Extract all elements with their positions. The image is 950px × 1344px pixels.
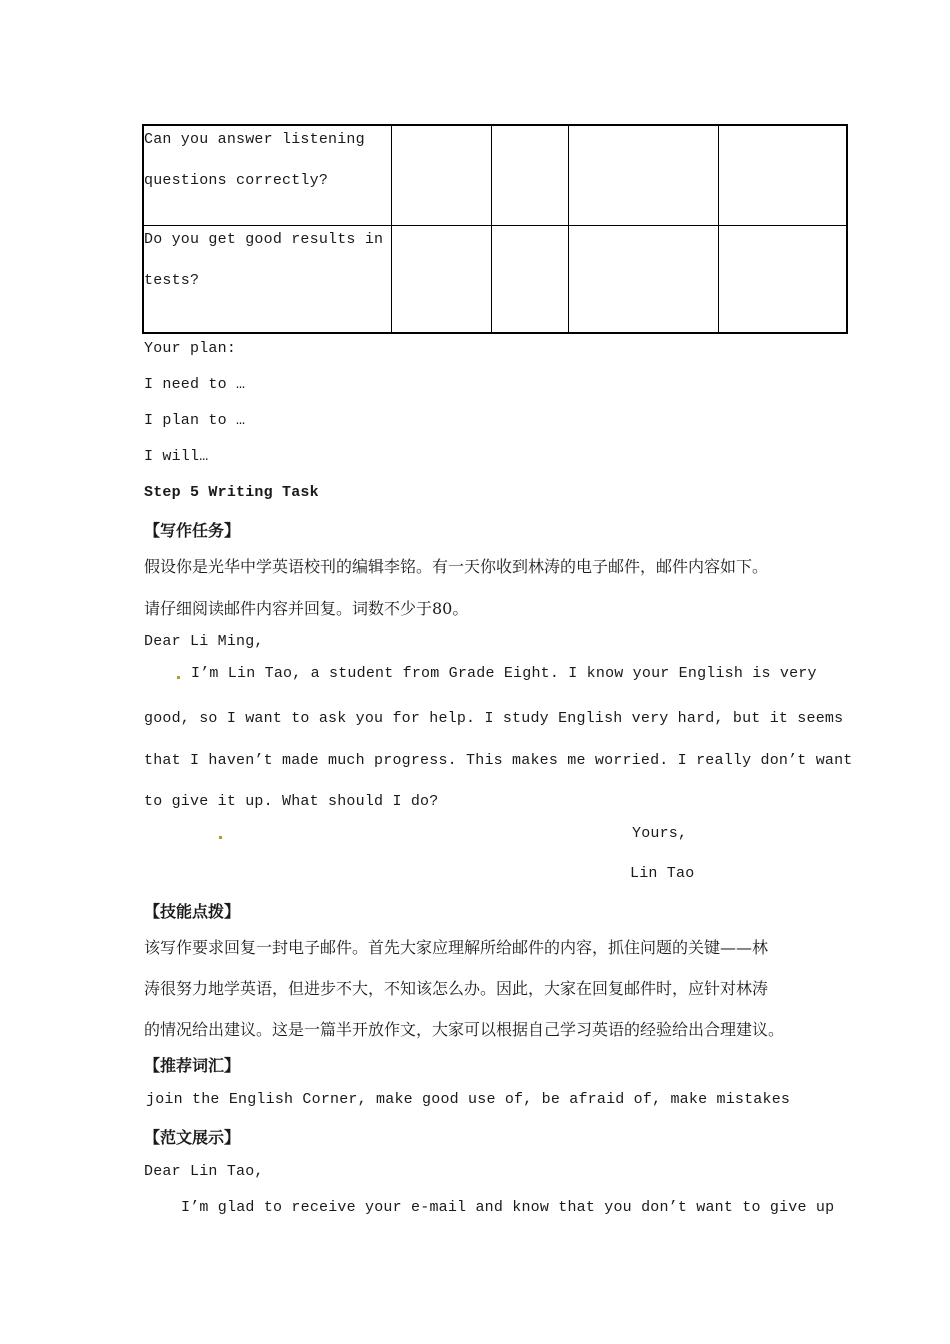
table-cell bbox=[718, 125, 847, 225]
vocab-text: join the English Corner, make good use of, be afraid of, make mistakes bbox=[146, 1091, 791, 1108]
table-cell bbox=[718, 225, 847, 333]
sample-line: I’m glad to receive your e-mail and know that you don’t want to give up bbox=[181, 1199, 835, 1216]
self-assessment-table bbox=[142, 124, 848, 334]
letter-greeting: Dear Li Ming, bbox=[144, 633, 264, 650]
table-row bbox=[143, 225, 847, 333]
table-cell bbox=[568, 225, 718, 333]
plan-line: I need to … bbox=[144, 376, 246, 393]
table-cell-question bbox=[143, 125, 391, 225]
letter-signature: Lin Tao bbox=[630, 865, 695, 882]
section-heading: 【技能点拨】 bbox=[144, 902, 241, 921]
task-line: 请仔细阅读邮件内容并回复。词数不少于80。 bbox=[144, 599, 469, 618]
plan-line: I plan to … bbox=[144, 412, 246, 429]
tips-line: 的情况给出建议。这是一篇半开放作文，大家可以根据自己学习英语的经验给出合理建议。 bbox=[144, 1020, 785, 1039]
tips-line: 涛很努力地学英语，但进步不大，不知该怎么办。因此，大家在回复邮件时，应针对林涛 bbox=[144, 979, 769, 998]
letter-closing: Yours, bbox=[632, 825, 688, 842]
tips-line: 该写作要求回复一封电子邮件。首先大家应理解所给邮件的内容，抓住问题的关键——林 bbox=[144, 938, 769, 957]
table-row bbox=[143, 125, 847, 225]
table-cell bbox=[391, 125, 491, 225]
table-cell bbox=[491, 125, 568, 225]
marker-dot bbox=[219, 836, 222, 839]
plan-line: I will… bbox=[144, 448, 209, 465]
task-line: 假设你是光华中学英语校刊的编辑李铭。有一天你收到林涛的电子邮件，邮件内容如下。 bbox=[144, 557, 769, 576]
table-cell bbox=[391, 225, 491, 333]
question-line: Do you get good results in bbox=[144, 230, 384, 248]
sample-greeting: Dear Lin Tao, bbox=[144, 1163, 264, 1180]
section-heading: 【范文展示】 bbox=[144, 1128, 241, 1147]
table-cell-question bbox=[143, 225, 391, 333]
plan-title: Your plan: bbox=[144, 340, 237, 357]
letter-line: that I haven’t made much progress. This makes me worried. I really don’t want bbox=[144, 752, 853, 769]
letter-line: to give it up. What should I do? bbox=[144, 793, 439, 810]
table-cell bbox=[568, 125, 718, 225]
section-heading: 【写作任务】 bbox=[144, 521, 241, 540]
step-title: Step 5 Writing Task bbox=[144, 484, 319, 501]
question-line: questions correctly? bbox=[144, 172, 329, 189]
letter-line: good, so I want to ask you for help. I study English very hard, but it seems bbox=[144, 710, 844, 727]
letter-line: I’m Lin Tao, a student from Grade Eight. I know your English is very bbox=[191, 665, 817, 682]
marker-dot bbox=[177, 676, 180, 679]
question-line: tests? bbox=[144, 271, 200, 289]
question-line: Can you answer listening bbox=[144, 131, 365, 148]
table-cell bbox=[491, 225, 568, 333]
section-heading: 【推荐词汇】 bbox=[144, 1056, 241, 1075]
